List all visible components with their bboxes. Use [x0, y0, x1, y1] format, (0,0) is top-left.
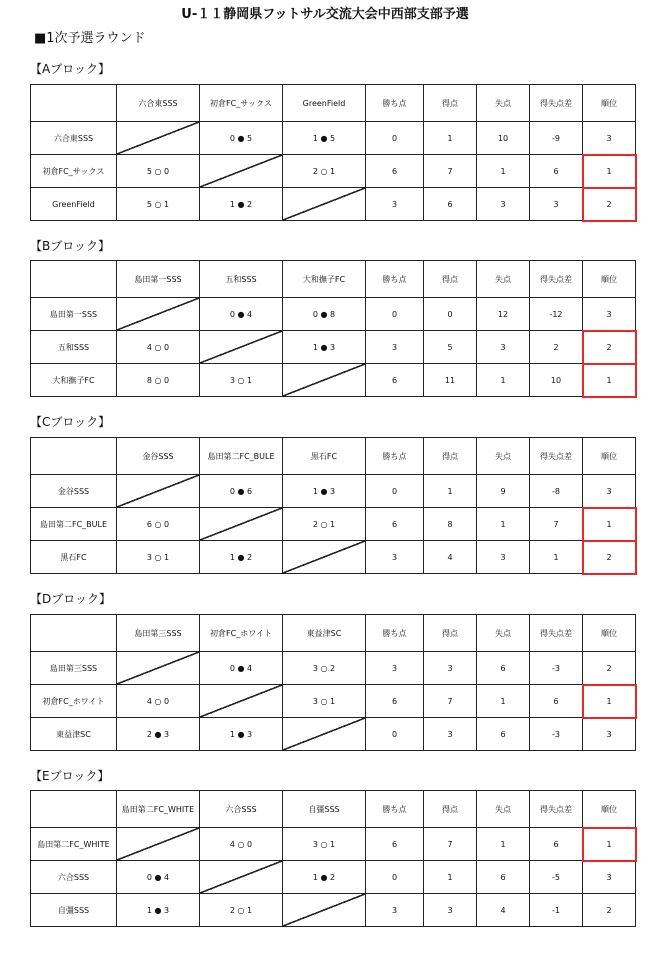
stat-column-header: 勝ち点 — [366, 791, 424, 828]
self-match-cell — [200, 155, 283, 188]
goal-difference-cell: 2 — [530, 331, 583, 364]
self-match-cell — [117, 652, 200, 685]
table-row — [31, 652, 636, 685]
goals-for-cell: 6 — [424, 188, 477, 221]
table-row — [31, 188, 636, 221]
points-cell: 3 — [366, 894, 424, 927]
self-match-cell — [283, 894, 366, 927]
rank-cell: 3 — [583, 861, 636, 894]
team-column-header: 島田第一SSS — [117, 261, 200, 298]
team-name: 大和撫子FC — [31, 364, 117, 397]
self-match-cell — [283, 364, 366, 397]
match-score: 6 ○ 0 — [117, 508, 200, 541]
stat-column-header: 失点 — [477, 791, 530, 828]
goals-for-cell: 3 — [424, 652, 477, 685]
table-header-row — [31, 615, 636, 652]
goals-for-cell: 1 — [424, 475, 477, 508]
points-cell: 0 — [366, 718, 424, 751]
rank-cell: 3 — [583, 718, 636, 751]
rank-cell: 1 — [583, 828, 636, 861]
goals-against-cell: 3 — [477, 541, 530, 574]
goals-against-cell: 1 — [477, 828, 530, 861]
self-match-cell — [200, 331, 283, 364]
match-score: 1 ● 3 — [283, 475, 366, 508]
rank-cell: 2 — [583, 541, 636, 574]
self-match-cell — [283, 718, 366, 751]
team-name: 五和SSS — [31, 331, 117, 364]
goal-difference-cell: -1 — [530, 894, 583, 927]
standings-table — [30, 260, 636, 397]
team-column-header: 東益津SC — [283, 615, 366, 652]
team-column-header: 島田第二FC_BULE — [200, 438, 283, 475]
rank-cell: 2 — [583, 652, 636, 685]
round-subtitle: ■1次予選ラウンド — [34, 31, 146, 46]
stat-column-header: 失点 — [477, 85, 530, 122]
table-row — [31, 155, 636, 188]
stat-column-header: 得点 — [424, 261, 477, 298]
match-score: 1 ● 2 — [283, 861, 366, 894]
self-match-cell — [200, 861, 283, 894]
rank-cell: 1 — [583, 155, 636, 188]
block-label: 【Aブロック】 — [30, 62, 110, 76]
rank-cell: 3 — [583, 475, 636, 508]
goals-for-cell: 8 — [424, 508, 477, 541]
stat-column-header: 勝ち点 — [366, 438, 424, 475]
stat-column-header: 得失点差 — [530, 438, 583, 475]
match-score: 3 ○ 1 — [283, 685, 366, 718]
match-score: 0 ● 6 — [200, 475, 283, 508]
stat-column-header: 順位 — [583, 261, 636, 298]
goals-against-cell: 6 — [477, 652, 530, 685]
corner-cell — [31, 438, 117, 475]
team-column-header: 自彊SSS — [283, 791, 366, 828]
stat-column-header: 得点 — [424, 615, 477, 652]
table-header-row — [31, 438, 636, 475]
goals-against-cell: 12 — [477, 298, 530, 331]
goal-difference-cell: 3 — [530, 188, 583, 221]
goals-for-cell: 7 — [424, 828, 477, 861]
goals-for-cell: 1 — [424, 122, 477, 155]
team-name: 島田第一SSS — [31, 298, 117, 331]
team-column-header: 島田第三SSS — [117, 615, 200, 652]
table-header-row — [31, 261, 636, 298]
goal-difference-cell: -8 — [530, 475, 583, 508]
goals-for-cell: 1 — [424, 861, 477, 894]
table-row — [31, 685, 636, 718]
goals-against-cell: 1 — [477, 685, 530, 718]
match-score: 1 ● 3 — [200, 718, 283, 751]
goal-difference-cell: 7 — [530, 508, 583, 541]
points-cell: 6 — [366, 828, 424, 861]
points-cell: 6 — [366, 364, 424, 397]
self-match-cell — [200, 685, 283, 718]
goal-difference-cell: -3 — [530, 652, 583, 685]
self-match-cell — [117, 122, 200, 155]
match-score: 1 ● 2 — [200, 188, 283, 221]
goals-against-cell: 1 — [477, 364, 530, 397]
self-match-cell — [283, 541, 366, 574]
team-name: 初倉FC_サックス — [31, 155, 117, 188]
match-score: 1 ● 3 — [283, 331, 366, 364]
team-name: 東益津SC — [31, 718, 117, 751]
team-column-header: 金谷SSS — [117, 438, 200, 475]
goal-difference-cell: -3 — [530, 718, 583, 751]
goal-difference-cell: 1 — [530, 541, 583, 574]
rank-cell: 2 — [583, 331, 636, 364]
self-match-cell — [200, 508, 283, 541]
table-row — [31, 828, 636, 861]
match-score: 5 ○ 0 — [117, 155, 200, 188]
team-name: 島田第二FC_WHITE — [31, 828, 117, 861]
standings-table — [30, 790, 636, 927]
match-score: 3 ○ 1 — [200, 364, 283, 397]
points-cell: 0 — [366, 861, 424, 894]
goals-for-cell: 3 — [424, 894, 477, 927]
table-row — [31, 894, 636, 927]
match-score: 4 ○ 0 — [117, 685, 200, 718]
goals-for-cell: 0 — [424, 298, 477, 331]
stat-column-header: 得点 — [424, 85, 477, 122]
stat-column-header: 順位 — [583, 615, 636, 652]
block-label: 【Dブロック】 — [30, 592, 112, 606]
stat-column-header: 得失点差 — [530, 261, 583, 298]
corner-cell — [31, 791, 117, 828]
match-score: 1 ● 5 — [283, 122, 366, 155]
block-label: 【Eブロック】 — [30, 769, 110, 783]
table-row — [31, 508, 636, 541]
match-score: 0 ● 4 — [117, 861, 200, 894]
rank-cell: 3 — [583, 298, 636, 331]
team-column-header: 初倉FC_サックス — [200, 85, 283, 122]
team-column-header: GreenField — [283, 85, 366, 122]
table-row — [31, 331, 636, 364]
self-match-cell — [283, 188, 366, 221]
stat-column-header: 順位 — [583, 791, 636, 828]
match-score: 2 ○ 1 — [283, 155, 366, 188]
team-name: 初倉FC_ホワイト — [31, 685, 117, 718]
table-row — [31, 122, 636, 155]
points-cell: 0 — [366, 475, 424, 508]
team-column-header: 島田第二FC_WHITE — [117, 791, 200, 828]
team-name: 六合東SSS — [31, 122, 117, 155]
match-score: 0 ● 4 — [200, 298, 283, 331]
points-cell: 3 — [366, 541, 424, 574]
goals-for-cell: 11 — [424, 364, 477, 397]
points-cell: 6 — [366, 508, 424, 541]
stat-column-header: 勝ち点 — [366, 261, 424, 298]
goals-against-cell: 6 — [477, 718, 530, 751]
goals-for-cell: 4 — [424, 541, 477, 574]
table-row — [31, 364, 636, 397]
table-row — [31, 861, 636, 894]
goals-against-cell: 1 — [477, 508, 530, 541]
rank-cell: 1 — [583, 685, 636, 718]
stat-column-header: 勝ち点 — [366, 615, 424, 652]
goal-difference-cell: 6 — [530, 685, 583, 718]
self-match-cell — [117, 298, 200, 331]
rank-cell: 2 — [583, 894, 636, 927]
stat-column-header: 失点 — [477, 615, 530, 652]
match-score: 8 ○ 0 — [117, 364, 200, 397]
goals-for-cell: 3 — [424, 718, 477, 751]
goals-against-cell: 4 — [477, 894, 530, 927]
block-label: 【Cブロック】 — [30, 415, 111, 429]
table-row — [31, 718, 636, 751]
points-cell: 6 — [366, 685, 424, 718]
team-column-header: 黒石FC — [283, 438, 366, 475]
match-score: 2 ● 3 — [117, 718, 200, 751]
match-score: 2 ○ 1 — [283, 508, 366, 541]
goals-for-cell: 5 — [424, 331, 477, 364]
points-cell: 3 — [366, 652, 424, 685]
team-name: 自彊SSS — [31, 894, 117, 927]
stat-column-header: 失点 — [477, 438, 530, 475]
rank-cell: 3 — [583, 122, 636, 155]
table-header-row — [31, 85, 636, 122]
table-row — [31, 541, 636, 574]
goals-against-cell: 6 — [477, 861, 530, 894]
goals-for-cell: 7 — [424, 685, 477, 718]
standings-table — [30, 614, 636, 751]
team-name: 六合SSS — [31, 861, 117, 894]
standings-table — [30, 437, 636, 574]
goal-difference-cell: 6 — [530, 155, 583, 188]
stat-column-header: 順位 — [583, 438, 636, 475]
table-row — [31, 298, 636, 331]
corner-cell — [31, 615, 117, 652]
page-title: U-１１静岡県フットサル交流大会中西部支部予選 — [181, 7, 469, 22]
goals-against-cell: 10 — [477, 122, 530, 155]
match-score: 1 ● 2 — [200, 541, 283, 574]
goal-difference-cell: 10 — [530, 364, 583, 397]
rank-cell: 1 — [583, 364, 636, 397]
goals-against-cell: 3 — [477, 188, 530, 221]
goals-for-cell: 7 — [424, 155, 477, 188]
goal-difference-cell: -9 — [530, 122, 583, 155]
match-score: 3 ○ 1 — [117, 541, 200, 574]
goal-difference-cell: -12 — [530, 298, 583, 331]
team-name: GreenField — [31, 188, 117, 221]
stat-column-header: 順位 — [583, 85, 636, 122]
match-score: 0 ● 8 — [283, 298, 366, 331]
match-score: 4 ○ 0 — [200, 828, 283, 861]
goals-against-cell: 1 — [477, 155, 530, 188]
stat-column-header: 得失点差 — [530, 615, 583, 652]
corner-cell — [31, 85, 117, 122]
goals-against-cell: 3 — [477, 331, 530, 364]
match-score: 2 ○ 1 — [200, 894, 283, 927]
standings-table — [30, 84, 636, 221]
points-cell: 0 — [366, 298, 424, 331]
table-header-row — [31, 791, 636, 828]
goal-difference-cell: -5 — [530, 861, 583, 894]
match-score: 1 ● 3 — [117, 894, 200, 927]
team-column-header: 大和撫子FC — [283, 261, 366, 298]
goal-difference-cell: 6 — [530, 828, 583, 861]
points-cell: 6 — [366, 155, 424, 188]
match-score: 5 ○ 1 — [117, 188, 200, 221]
team-name: 島田第三SSS — [31, 652, 117, 685]
team-column-header: 初倉FC_ホワイト — [200, 615, 283, 652]
team-name: 黒石FC — [31, 541, 117, 574]
match-score: 0 ● 5 — [200, 122, 283, 155]
table-row — [31, 475, 636, 508]
rank-cell: 1 — [583, 508, 636, 541]
points-cell: 3 — [366, 188, 424, 221]
rank-cell: 2 — [583, 188, 636, 221]
corner-cell — [31, 261, 117, 298]
stat-column-header: 得点 — [424, 438, 477, 475]
match-score: 3 ○ 1 — [283, 828, 366, 861]
stat-column-header: 得点 — [424, 791, 477, 828]
team-column-header: 五和SSS — [200, 261, 283, 298]
team-name: 金谷SSS — [31, 475, 117, 508]
stat-column-header: 失点 — [477, 261, 530, 298]
stat-column-header: 得失点差 — [530, 85, 583, 122]
self-match-cell — [117, 475, 200, 508]
team-column-header: 六合SSS — [200, 791, 283, 828]
stat-column-header: 得失点差 — [530, 791, 583, 828]
self-match-cell — [117, 828, 200, 861]
team-name: 島田第二FC_BULE — [31, 508, 117, 541]
block-label: 【Bブロック】 — [30, 239, 110, 253]
team-column-header: 六合東SSS — [117, 85, 200, 122]
points-cell: 3 — [366, 331, 424, 364]
match-score: 4 ○ 0 — [117, 331, 200, 364]
points-cell: 0 — [366, 122, 424, 155]
goals-against-cell: 9 — [477, 475, 530, 508]
match-score: 3 ○ 2 — [283, 652, 366, 685]
stat-column-header: 勝ち点 — [366, 85, 424, 122]
match-score: 0 ● 4 — [200, 652, 283, 685]
